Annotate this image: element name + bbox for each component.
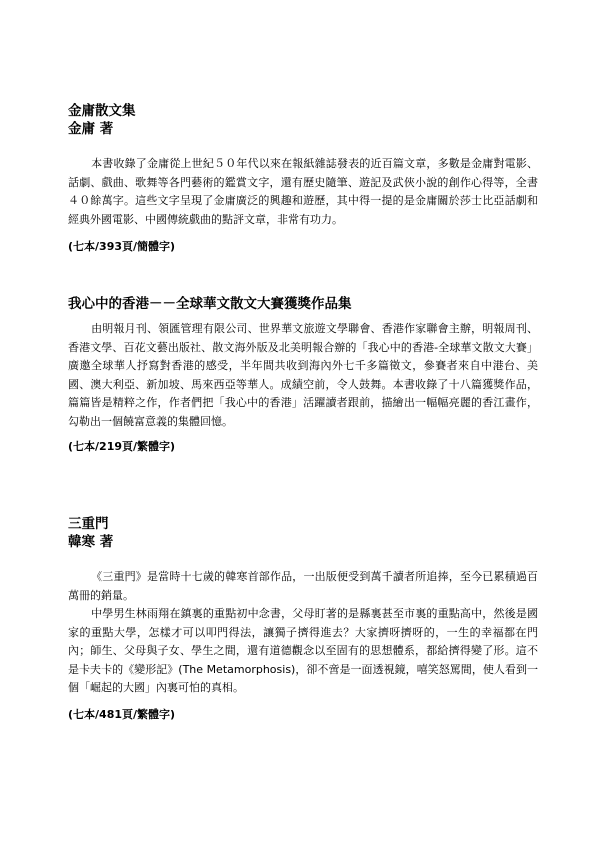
book-description bbox=[68, 320, 538, 431]
book-meta: (七本/393頁/簡體字) bbox=[68, 240, 176, 253]
description-paragraph: 《三重門》是當時十七歲的韓寒首部作品，一出版便受到萬千讀者所追捧，至今已累積過百萬冊的銷量。 bbox=[68, 570, 538, 602]
book-title: 我心中的香港－－全球華文散文大賽獲獎作品集 bbox=[68, 296, 352, 312]
book-title: 三重門 bbox=[68, 516, 109, 532]
book-entry bbox=[68, 102, 538, 255]
book-description bbox=[68, 568, 538, 698]
description-paragraph: 本書收錄了金庸從上世紀５０年代以來在報紙雜誌發表的近百篇文章，多數是金庸對電影、話劇、戲曲、歌舞等各門藝術的鑑賞文字，還有歷史隨筆、遊記及武俠小說的創作心得等，全書４０餘萬字。這些文字呈現了金庸廣泛的興趣和遊歷，其中得一提的是金庸關於莎士比亞話劇和經典外國電影、中國傳統戲曲的點評文章，非常有功力。 bbox=[68, 157, 538, 226]
book-meta: (七本/481頁/繁體字) bbox=[68, 707, 176, 721]
description-paragraph: 由明報月刊、領匯管理有限公司、世界華文旅遊文學聯會、香港作家聯會主辦，明報周刊、香港文學、百花文藝出版社、散文海外版及北美明報合辦的「我心中的香港-全球華文散文大賽」廣邀全球華人抒寫對香港的感受，半年間共收到海內外七千多篇徵文，參賽者來自中港台、美國、澳大利亞、新加坡、馬來西亞等華人。成績空前，令人鼓舞。本書收錄了十八篇獲獎作品，篇篇皆是精粹之作，作者們把「我心中的香港」活躍讀者跟前，描繪出一幅幅亮麗的香江畫作，勾勒出一個饒富意義的集體回憶。 bbox=[68, 322, 538, 428]
book-author: 金庸 著 bbox=[68, 121, 114, 137]
book-author: 韓寒 著 bbox=[68, 534, 114, 550]
book-entry bbox=[68, 515, 538, 723]
book-title: 金庸散文集 bbox=[68, 103, 136, 119]
book-description bbox=[68, 155, 538, 229]
description-paragraph: 中學男生林雨翔在鎮裏的重點初中念書，父母盯著的是縣裏甚至市裏的重點高中，然後是國家的重點大學，怎樣才可以叩門得法，讓獨子擠得進去？大家擠呀擠呀的，一生的幸福都在門內；師生、父母與子女、學生之間，還有道德觀念以至固有的思想體系，都給擠得變了形。這不是卡夫卡的《變形記》(The Metamorphosis)，卻不啻是一面透視鏡，嘻笑怒罵間，使人看到一個「崛起的大國」內裏可怕的真相。 bbox=[68, 607, 538, 694]
book-entry bbox=[68, 295, 538, 455]
book-meta: (七本/219頁/繁體字) bbox=[68, 440, 176, 453]
